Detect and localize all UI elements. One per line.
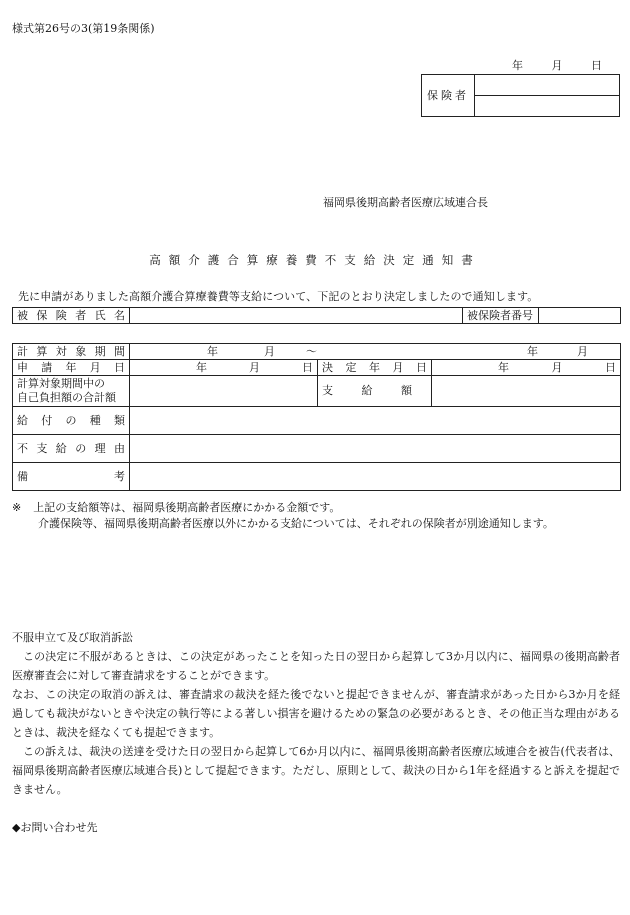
period-month-1: 月 — [264, 345, 275, 358]
remarks-label: 備考 — [13, 463, 130, 491]
application-date-field[interactable] — [130, 360, 318, 376]
insurer-box — [421, 74, 620, 117]
benefit-type-label: 給付の種類 — [13, 407, 130, 435]
insured-name-label: 被保険者氏名 — [13, 308, 130, 324]
decision-date-label: 決定年月日 — [318, 360, 432, 376]
note-line-2: 介護保険等、福岡県後期高齢者医療以外にかかる支給については、それぞれの保険者が別途通知します。 — [38, 517, 554, 530]
self-burden-label: 計算対象期間中の 自己負担額の合計額 — [13, 376, 130, 407]
year-label: 年 — [512, 59, 523, 72]
appeal-section — [12, 628, 620, 799]
period-tilde: 〜 — [306, 345, 317, 358]
dec-year: 年 — [498, 360, 509, 374]
insured-number-field[interactable] — [539, 308, 621, 324]
contact-heading: ◆お問い合わせ先 — [12, 821, 98, 834]
appeal-paragraph-1: この決定に不服があるときは、この決定があったことを知った日の翌日から起算して3か月以内に、福岡県の後期高齢者医療審査会に対して審査請求をすることができます。 — [12, 650, 620, 682]
app-year: 年 — [196, 360, 207, 374]
intro-text: 先に申請がありました高額介護合算療養費等支給について、下記のとおり決定しましたので通知します。 — [18, 290, 539, 303]
appeal-heading: 不服申立て及び取消訴訟 — [12, 631, 133, 644]
appeal-paragraph-3: この訴えは、裁決の送達を受けた日の翌日から起算して6か月以内に、福岡県後期高齢者医療広域連合を被告(代表者は、福岡県後期高齢者医療広域連合長)として提起できます。ただし、原則として、裁決の日から1年を経過すると訴えを提起できません。 — [12, 745, 620, 796]
payment-amount-label: 支給額 — [318, 376, 432, 407]
app-day: 日 — [302, 360, 313, 374]
issue-date — [512, 59, 602, 73]
appeal-paragraph-2: なお、この決定の取消の訴えは、審査請求の裁決を経た後でないと提起できませんが、審査請求があった日から3か月を経過しても裁決がないときや決定の執行等による著しい損害を避けるための緊急の必要があるとき、その他正当な理由があるときは、裁決を経なくても提起できます。 — [12, 688, 620, 739]
payment-amount-field[interactable] — [432, 376, 621, 407]
non-payment-reason-field[interactable] — [130, 435, 621, 463]
dec-month: 月 — [551, 360, 563, 374]
application-date-label: 申請年月日 — [13, 360, 130, 376]
insurer-field-2[interactable] — [475, 96, 620, 117]
sender-name: 福岡県後期高齢者医療広域連合長 — [323, 196, 488, 209]
document-title: 高額介護合算療養費不支給決定通知書 — [149, 253, 481, 267]
note-line-1: ※ 上記の支給額等は、福岡県後期高齢者医療にかかる金額です。 — [12, 501, 341, 514]
decision-table — [12, 343, 621, 491]
note-mark: ※ — [12, 501, 22, 514]
remarks-field[interactable] — [130, 463, 621, 491]
period-year-2: 年 — [527, 345, 538, 358]
period-month-2: 月 — [577, 345, 588, 358]
form-number: 様式第26号の3(第19条関係) — [12, 22, 155, 35]
self-burden-field[interactable] — [130, 376, 318, 407]
period-year-1: 年 — [207, 345, 218, 358]
insured-table — [12, 307, 621, 324]
notes-block — [12, 500, 618, 532]
day-label: 日 — [591, 59, 602, 72]
insurer-field-1[interactable] — [475, 75, 620, 96]
month-label: 月 — [551, 59, 563, 72]
dec-day: 日 — [605, 360, 616, 374]
decision-date-field[interactable] — [432, 360, 621, 376]
benefit-type-field[interactable] — [130, 407, 621, 435]
non-payment-reason-label: 不支給の理由 — [13, 435, 130, 463]
insurer-label: 保険者 — [422, 75, 475, 117]
insured-name-field[interactable] — [130, 308, 463, 324]
app-month: 月 — [249, 360, 260, 374]
insured-number-label: 被保険者番号 — [463, 308, 539, 324]
calc-period-label: 計算対象期間 — [13, 344, 130, 360]
calc-period-field[interactable] — [130, 344, 621, 360]
